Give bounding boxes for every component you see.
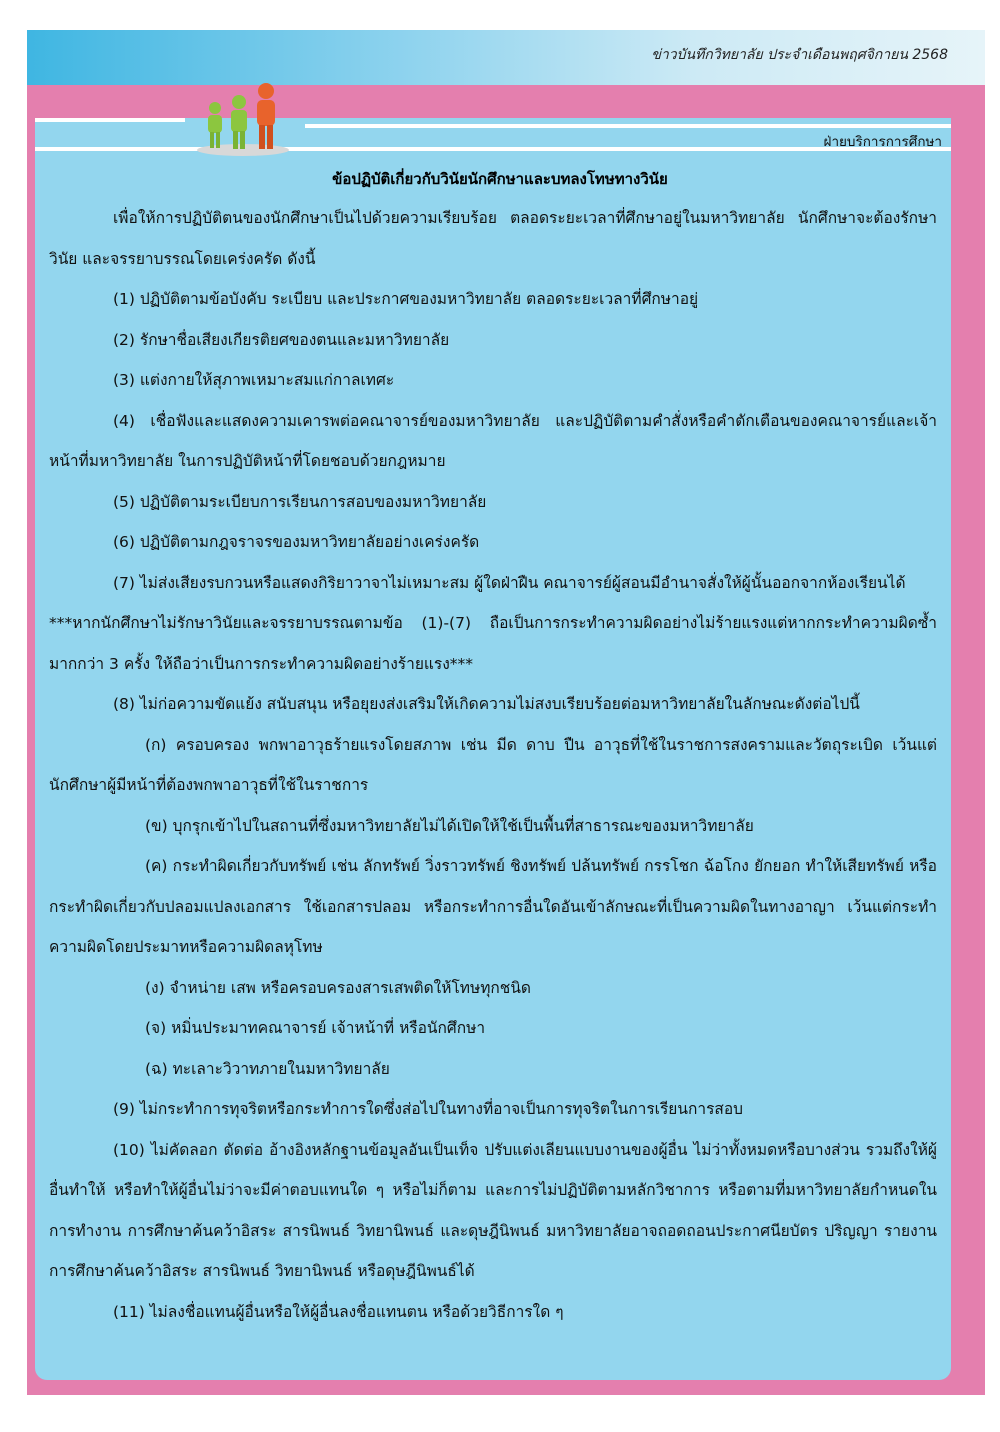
list-item-11: (11) ไม่ลงชื่อแทนผู้อื่นหรือให้ผู้อื่นลงชื่อแทนตน หรือด้วยวิธีการใด ๆ	[113, 1302, 564, 1321]
sub-item-8b: (ข) บุกรุกเข้าไปในสถานที่ซึ่งมหาวิทยาลัยไม่ได้เปิดให้ใช้เป็นพื้นที่สาธารณะของมหาวิทยาลัย	[145, 816, 754, 835]
list-item-7: (7) ไม่ส่งเสียงรบกวนหรือแสดงกิริยาวาจาไม่เหมาะสม ผู้ใดฝ่าฝืน คณาจารย์ผู้สอนมีอำนาจสั่งให้ผู้นั้นออกจากห้องเรียนได้	[113, 573, 906, 592]
list-item-9: (9) ไม่กระทำการทุจริตหรือกระทำการใดซึ่งส่อไปในทางที่อาจเป็นการทุจริตในการเรียนการสอบ	[113, 1100, 744, 1118]
list-item-1: (1) ปฏิบัติตามข้อบังคับ ระเบียบ และประกาศของมหาวิทยาลัย ตลอดระยะเวลาที่ศึกษาอยู่	[113, 290, 699, 308]
list-item-5: (5) ปฏิบัติตามระเบียบการเรียนการสอบของมหาวิทยาลัย	[113, 492, 487, 511]
department-label: ฝ่ายบริการการศึกษา	[823, 134, 942, 150]
article-body	[49, 198, 937, 1332]
list-item-2: (2) รักษาชื่อเสียงเกียรติยศของตนและมหาวิทยาลัย	[113, 330, 450, 349]
divider-bottom	[35, 147, 951, 151]
divider-left	[35, 118, 185, 122]
people-icon	[193, 82, 293, 157]
list-item-8: (8) ไม่ก่อความขัดแย้ง สนับสนุน หรือยุยงส่งเสริมให้เกิดความไม่สงบเรียบร้อยต่อมหาวิทยาลัยในลักษณะดังต่อไปนี้	[113, 695, 860, 713]
intro-paragraph: เพื่อให้การปฏิบัติตนของนักศึกษาเป็นไปด้วยความเรียบร้อย ตลอดระยะเวลาที่ศึกษาอยู่ในมหาวิทยาลัย นักศึกษาจะต้องรักษาวินัย และจรรยาบรรณโดยเคร่งครัด ดังนี้	[49, 209, 937, 268]
list-item-3: (3) แต่งกายให้สุภาพเหมาะสมแก่กาลเทศะ	[113, 371, 395, 389]
newsletter-title: ข่าวบันทึกวิทยาลัย ประจำเดือนพฤศจิกายน 2568	[651, 47, 948, 63]
divider-right	[305, 124, 951, 128]
list-item-6: (6) ปฏิบัติตามกฎจราจรของมหาวิทยาลัยอย่างเคร่งครัด	[113, 533, 480, 551]
list-item-4: (4) เชื่อฟังและแสดงความเคารพต่อคณาจารย์ของมหาวิทยาลัย และปฏิบัติตามคำสั่งหรือคำตักเตือนของคณาจารย์และเจ้าหน้าที่มหาวิทยาลัย ในการปฏิบัติหน้าที่โดยชอบด้วยกฎหมาย	[49, 411, 937, 470]
list-item-10: (10) ไม่คัดลอก ตัดต่อ อ้างอิงหลักฐานข้อมูลอันเป็นเท็จ ปรับแต่งเลียนแบบงานของผู้อื่น ไม่ว่าทั้งหมดหรือบางส่วน รวมถึงให้ผู้อื่นทำให้ หรือทำให้ผู้อื่นไม่ว่าจะมีค่าตอบแทนใด ๆ หรือไม่ก็ตาม และการไม่ปฏิบัติตามหลักวิชาการ หรือตามที่มหาวิทยาลัยกำหนดในการทำงาน การศึกษาค้นคว้าอิสระ สารนิพนธ์ วิทยานิพนธ์ และดุษฎีนิพนธ์ มหาวิทยาลัยอาจถอดถอนประกาศนียบัตร ปริญญา รายงานการศึกษาค้นคว้าอิสระ สารนิพนธ์ วิทยานิพนธ์ หรือดุษฎีนิพนธ์ได้	[49, 1140, 937, 1280]
sub-item-8f: (ฉ) ทะเลาะวิวาทภายในมหาวิทยาลัย	[145, 1059, 390, 1078]
sub-item-8e: (จ) หมิ่นประมาทคณาจารย์ เจ้าหน้าที่ หรือนักศึกษา	[145, 1019, 486, 1037]
warning-note: ***หากนักศึกษาไม่รักษาวินัยและจรรยาบรรณตามข้อ (1)-(7) ถือเป็นการกระทำความผิดอย่างไม่ร้ายแรงแต่หากกระทำความผิดซ้ำมากกว่า 3 ครั้ง ให้ถือว่าเป็นการกระทำความผิดอย่างร้ายแรง***	[49, 614, 937, 673]
sub-item-8c: (ค) กระทำผิดเกี่ยวกับทรัพย์ เช่น ลักทรัพย์ วิ่งราวทรัพย์ ชิงทรัพย์ ปล้นทรัพย์ กรรโชก ฉ้อโกง ยักยอก ทำให้เสียทรัพย์ หรือกระทำผิดเกี่ยวกับปลอมแปลงเอกสาร ใช้เอกสารปลอม หรือกระทำการอื่นใดอันเข้าลักษณะที่เป็นความผิดในทางอาญา เว้นแต่กระทำความผิดโดยประมาทหรือความผิดลหุโทษ	[49, 857, 937, 956]
sub-item-8a: (ก) ครอบครอง พกพาอาวุธร้ายแรงโดยสภาพ เช่น มีด ดาบ ปืน อาวุธที่ใช้ในราชการสงครามและวัตถุระเบิด เว้นแต่นักศึกษาผู้มีหน้าที่ต้องพกพาอาวุธที่ใช้ในราชการ	[49, 735, 937, 794]
sub-item-8d: (ง) จำหน่าย เสพ หรือครอบครองสารเสพติดให้โทษทุกชนิด	[145, 978, 531, 997]
article-title: ข้อปฏิบัติเกี่ยวกับวินัยนักศึกษาและบทลงโทษทางวินัย	[332, 170, 668, 188]
